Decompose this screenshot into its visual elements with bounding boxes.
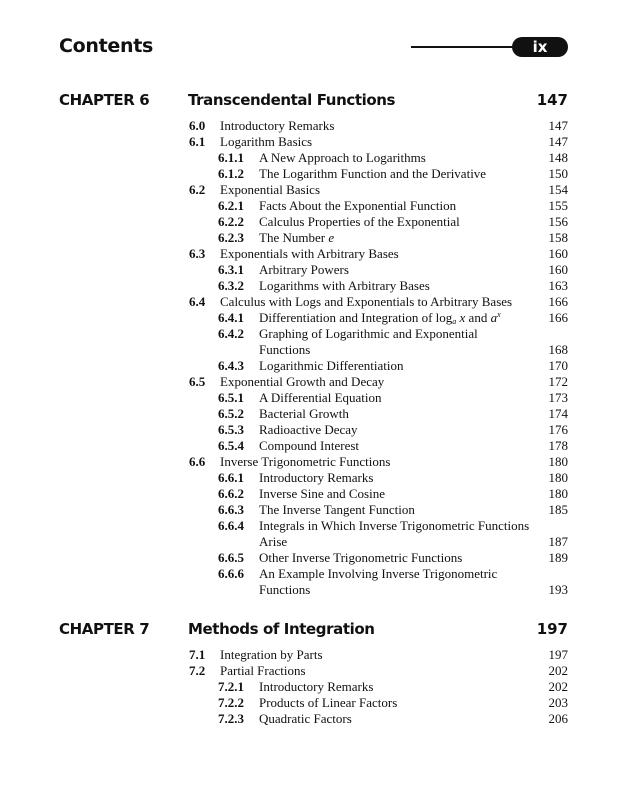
toc-entry[interactable]: [0, 198, 620, 214]
toc-entry[interactable]: [0, 582, 620, 598]
toc-entry-title: The Logarithm Function and the Derivative: [259, 166, 487, 181]
toc-entries: [0, 647, 620, 727]
toc-entry-number: 6.6: [189, 454, 206, 469]
toc-entry-page: 155: [548, 198, 568, 213]
toc-entry-title: Radioactive Decay: [259, 422, 358, 437]
toc-entry-title: The Inverse Tangent Function: [259, 502, 415, 517]
toc-entry[interactable]: [0, 566, 620, 582]
toc-entry[interactable]: [0, 679, 620, 695]
toc-entry[interactable]: [0, 214, 620, 230]
toc-entry-title: Products of Linear Factors: [259, 695, 398, 710]
toc-entry-page: 180: [548, 486, 568, 501]
toc-entry-page: 147: [548, 118, 568, 133]
toc-entry-number: 7.2.2: [218, 695, 244, 710]
toc-entry-page: 173: [548, 390, 568, 405]
toc-entry[interactable]: [0, 390, 620, 406]
toc-entry-number: 6.3.2: [218, 278, 244, 293]
toc-entry-page: 206: [548, 711, 568, 726]
toc-entry-number: 7.2: [189, 663, 206, 678]
toc-entry[interactable]: [0, 326, 620, 342]
toc-entry-page: 170: [548, 358, 568, 373]
toc-entry[interactable]: [0, 534, 620, 550]
toc-entry-page: 160: [548, 262, 568, 277]
toc-entry-number: 6.4: [189, 294, 206, 309]
toc-entry-number: 6.6.5: [218, 550, 244, 565]
toc-entry-number: 6.6.2: [218, 486, 244, 501]
toc-entry-title: Other Inverse Trigonometric Functions: [259, 550, 463, 565]
toc-entry[interactable]: [0, 166, 620, 182]
toc-entry[interactable]: [0, 502, 620, 518]
toc-entry-number: 6.2: [189, 182, 206, 197]
toc-entry-page: 174: [548, 406, 568, 421]
toc-entry-title: Quadratic Factors: [259, 711, 352, 726]
toc-entry-page: 197: [548, 647, 568, 662]
toc-entry[interactable]: [0, 454, 620, 470]
toc-entry-title: Differentiation and Integration of $\log_a x$ and $a^x$: [259, 310, 501, 326]
toc-entry-title: Logarithmic Differentiation: [259, 358, 404, 373]
toc-entry-number: 6.1: [189, 134, 206, 149]
toc-entries: [0, 118, 620, 598]
toc-entry[interactable]: [0, 230, 620, 246]
toc-entry-title: Arbitrary Powers: [259, 262, 349, 277]
chapter-page: 197: [536, 620, 568, 638]
toc-entry-title: Exponential Growth and Decay: [220, 374, 385, 389]
toc-entry-title: Calculus Properties of the Exponential: [259, 214, 460, 229]
chapter-page: 147: [536, 91, 568, 109]
page-title: Contents: [59, 35, 154, 57]
toc-entry-number: 6.5.4: [218, 438, 244, 453]
toc-entry-number: 6.5.1: [218, 390, 244, 405]
toc-entry[interactable]: [0, 422, 620, 438]
toc-entry-page: 202: [548, 679, 568, 694]
toc-entry-number: 6.0: [189, 118, 206, 133]
toc-entry-page: 168: [548, 342, 568, 357]
toc-entry-title: A New Approach to Logarithms: [259, 150, 426, 165]
toc-entry-number: 6.4.2: [218, 326, 244, 341]
toc-entry-title: Introductory Remarks: [259, 470, 374, 485]
toc-entry[interactable]: [0, 118, 620, 134]
chapter-label: CHAPTER 7: [59, 620, 150, 638]
toc-entry-title: Arise: [259, 534, 288, 549]
toc-entry-title: Introductory Remarks: [259, 679, 374, 694]
toc-entry[interactable]: [0, 486, 620, 502]
toc-entry-title: Introductory Remarks: [220, 118, 335, 133]
toc-entry-page: 202: [548, 663, 568, 678]
toc-entry[interactable]: [0, 182, 620, 198]
toc-entry-title: Inverse Trigonometric Functions: [220, 454, 391, 469]
toc-entry-title: Functions: [259, 342, 311, 357]
toc-entry-title: Integrals in Which Inverse Trigonometric Functions: [259, 518, 530, 533]
toc-entry-title: Exponentials with Arbitrary Bases: [220, 246, 399, 261]
toc-entry-page: 154: [548, 182, 568, 197]
toc-entry[interactable]: [0, 550, 620, 566]
page-number-badge: ix: [512, 37, 568, 57]
toc-entry-number: 7.2.1: [218, 679, 244, 694]
toc-entry-number: 6.6.6: [218, 566, 244, 581]
toc-entry-page: 203: [548, 695, 568, 710]
toc-entry-title: Logarithms with Arbitrary Bases: [259, 278, 430, 293]
toc-entry-number: 6.4.3: [218, 358, 244, 373]
toc-entry-title: Facts About the Exponential Function: [259, 198, 457, 213]
toc-entry[interactable]: [0, 518, 620, 534]
toc-entry-number: 6.1.1: [218, 150, 244, 165]
toc-entry-title: Compound Interest: [259, 438, 360, 453]
toc-entry-number: 6.2.3: [218, 230, 244, 245]
toc-entry[interactable]: [0, 695, 620, 711]
toc-entry[interactable]: [0, 278, 620, 294]
toc-entry[interactable]: [0, 150, 620, 166]
toc-entry[interactable]: [0, 647, 620, 663]
toc-entry[interactable]: [0, 711, 620, 727]
toc-entry-page: 166: [548, 294, 568, 309]
toc-entry-number: 6.1.2: [218, 166, 244, 181]
toc-entry-number: 6.6.1: [218, 470, 244, 485]
toc-entry-number: 6.5.2: [218, 406, 244, 421]
toc-entry-page: 172: [548, 374, 568, 389]
toc-entry-number: 6.3: [189, 246, 206, 261]
toc-entry-title: An Example Involving Inverse Trigonometric: [259, 566, 498, 581]
toc-entry-page: 176: [548, 422, 568, 437]
toc-entry-number: 6.5.3: [218, 422, 244, 437]
toc-entry-title: Integration by Parts: [220, 647, 323, 662]
toc-entry[interactable]: [0, 470, 620, 486]
toc-entry[interactable]: [0, 663, 620, 679]
toc-entry-page: 193: [548, 582, 568, 597]
toc-entry-title: Functions: [259, 582, 311, 597]
toc-entry[interactable]: [0, 374, 620, 390]
toc-entry-number: 6.2.1: [218, 198, 244, 213]
toc-entry-number: 7.2.3: [218, 711, 244, 726]
toc-entry-page: 156: [548, 214, 568, 229]
toc-entry-number: 6.2.2: [218, 214, 244, 229]
toc-entry[interactable]: [0, 342, 620, 358]
toc-entry[interactable]: [0, 438, 620, 454]
toc-entry-page: 178: [548, 438, 568, 453]
toc-entry-title: A Differential Equation: [259, 390, 382, 405]
toc-entry-number: 6.6.3: [218, 502, 244, 517]
toc-entry-title: Logarithm Basics: [220, 134, 313, 149]
toc-entry-title: Partial Fractions: [220, 663, 306, 678]
toc-entry-page: 147: [548, 134, 568, 149]
toc-entry[interactable]: [0, 262, 620, 278]
toc-entry-page: 180: [548, 454, 568, 469]
toc-entry[interactable]: [0, 246, 620, 262]
toc-entry-page: 163: [548, 278, 568, 293]
chapter-label: CHAPTER 6: [59, 91, 150, 109]
toc-entry-page: 189: [548, 550, 568, 565]
toc-entry[interactable]: [0, 358, 620, 374]
toc-entry-number: 6.4.1: [218, 310, 244, 325]
toc-entry-number: 7.1: [189, 647, 206, 662]
toc-entry-page: 166: [548, 310, 568, 325]
toc-entry-title: The Number e: [259, 230, 335, 245]
toc-entry-title: Exponential Basics: [220, 182, 321, 197]
toc-entry-page: 148: [548, 150, 568, 165]
toc-entry-page: 180: [548, 470, 568, 485]
toc-entry-title: Calculus with Logs and Exponentials to Arbitrary Bases: [220, 294, 513, 309]
toc-entry-number: 6.6.4: [218, 518, 244, 533]
toc-entry-title: Inverse Sine and Cosine: [259, 486, 386, 501]
toc-entry-page: 150: [548, 166, 568, 181]
toc-entry-page: 160: [548, 246, 568, 261]
toc-entry-number: 6.5: [189, 374, 206, 389]
toc-entry-page: 185: [548, 502, 568, 517]
toc-entry-number: 6.3.1: [218, 262, 244, 277]
chapter-title[interactable]: Transcendental Functions: [188, 91, 396, 109]
chapter-title[interactable]: Methods of Integration: [188, 620, 375, 638]
toc-entry[interactable]: [0, 406, 620, 422]
toc-entry-page: 158: [548, 230, 568, 245]
toc-entry[interactable]: [0, 134, 620, 150]
toc-entry-title: Graphing of Logarithmic and Exponential: [259, 326, 478, 341]
header-rule: [411, 46, 526, 48]
toc-entry[interactable]: [0, 294, 620, 310]
toc-entry[interactable]: [0, 310, 620, 326]
toc-entry-page: 187: [548, 534, 568, 549]
toc-entry-title: Bacterial Growth: [259, 406, 349, 421]
